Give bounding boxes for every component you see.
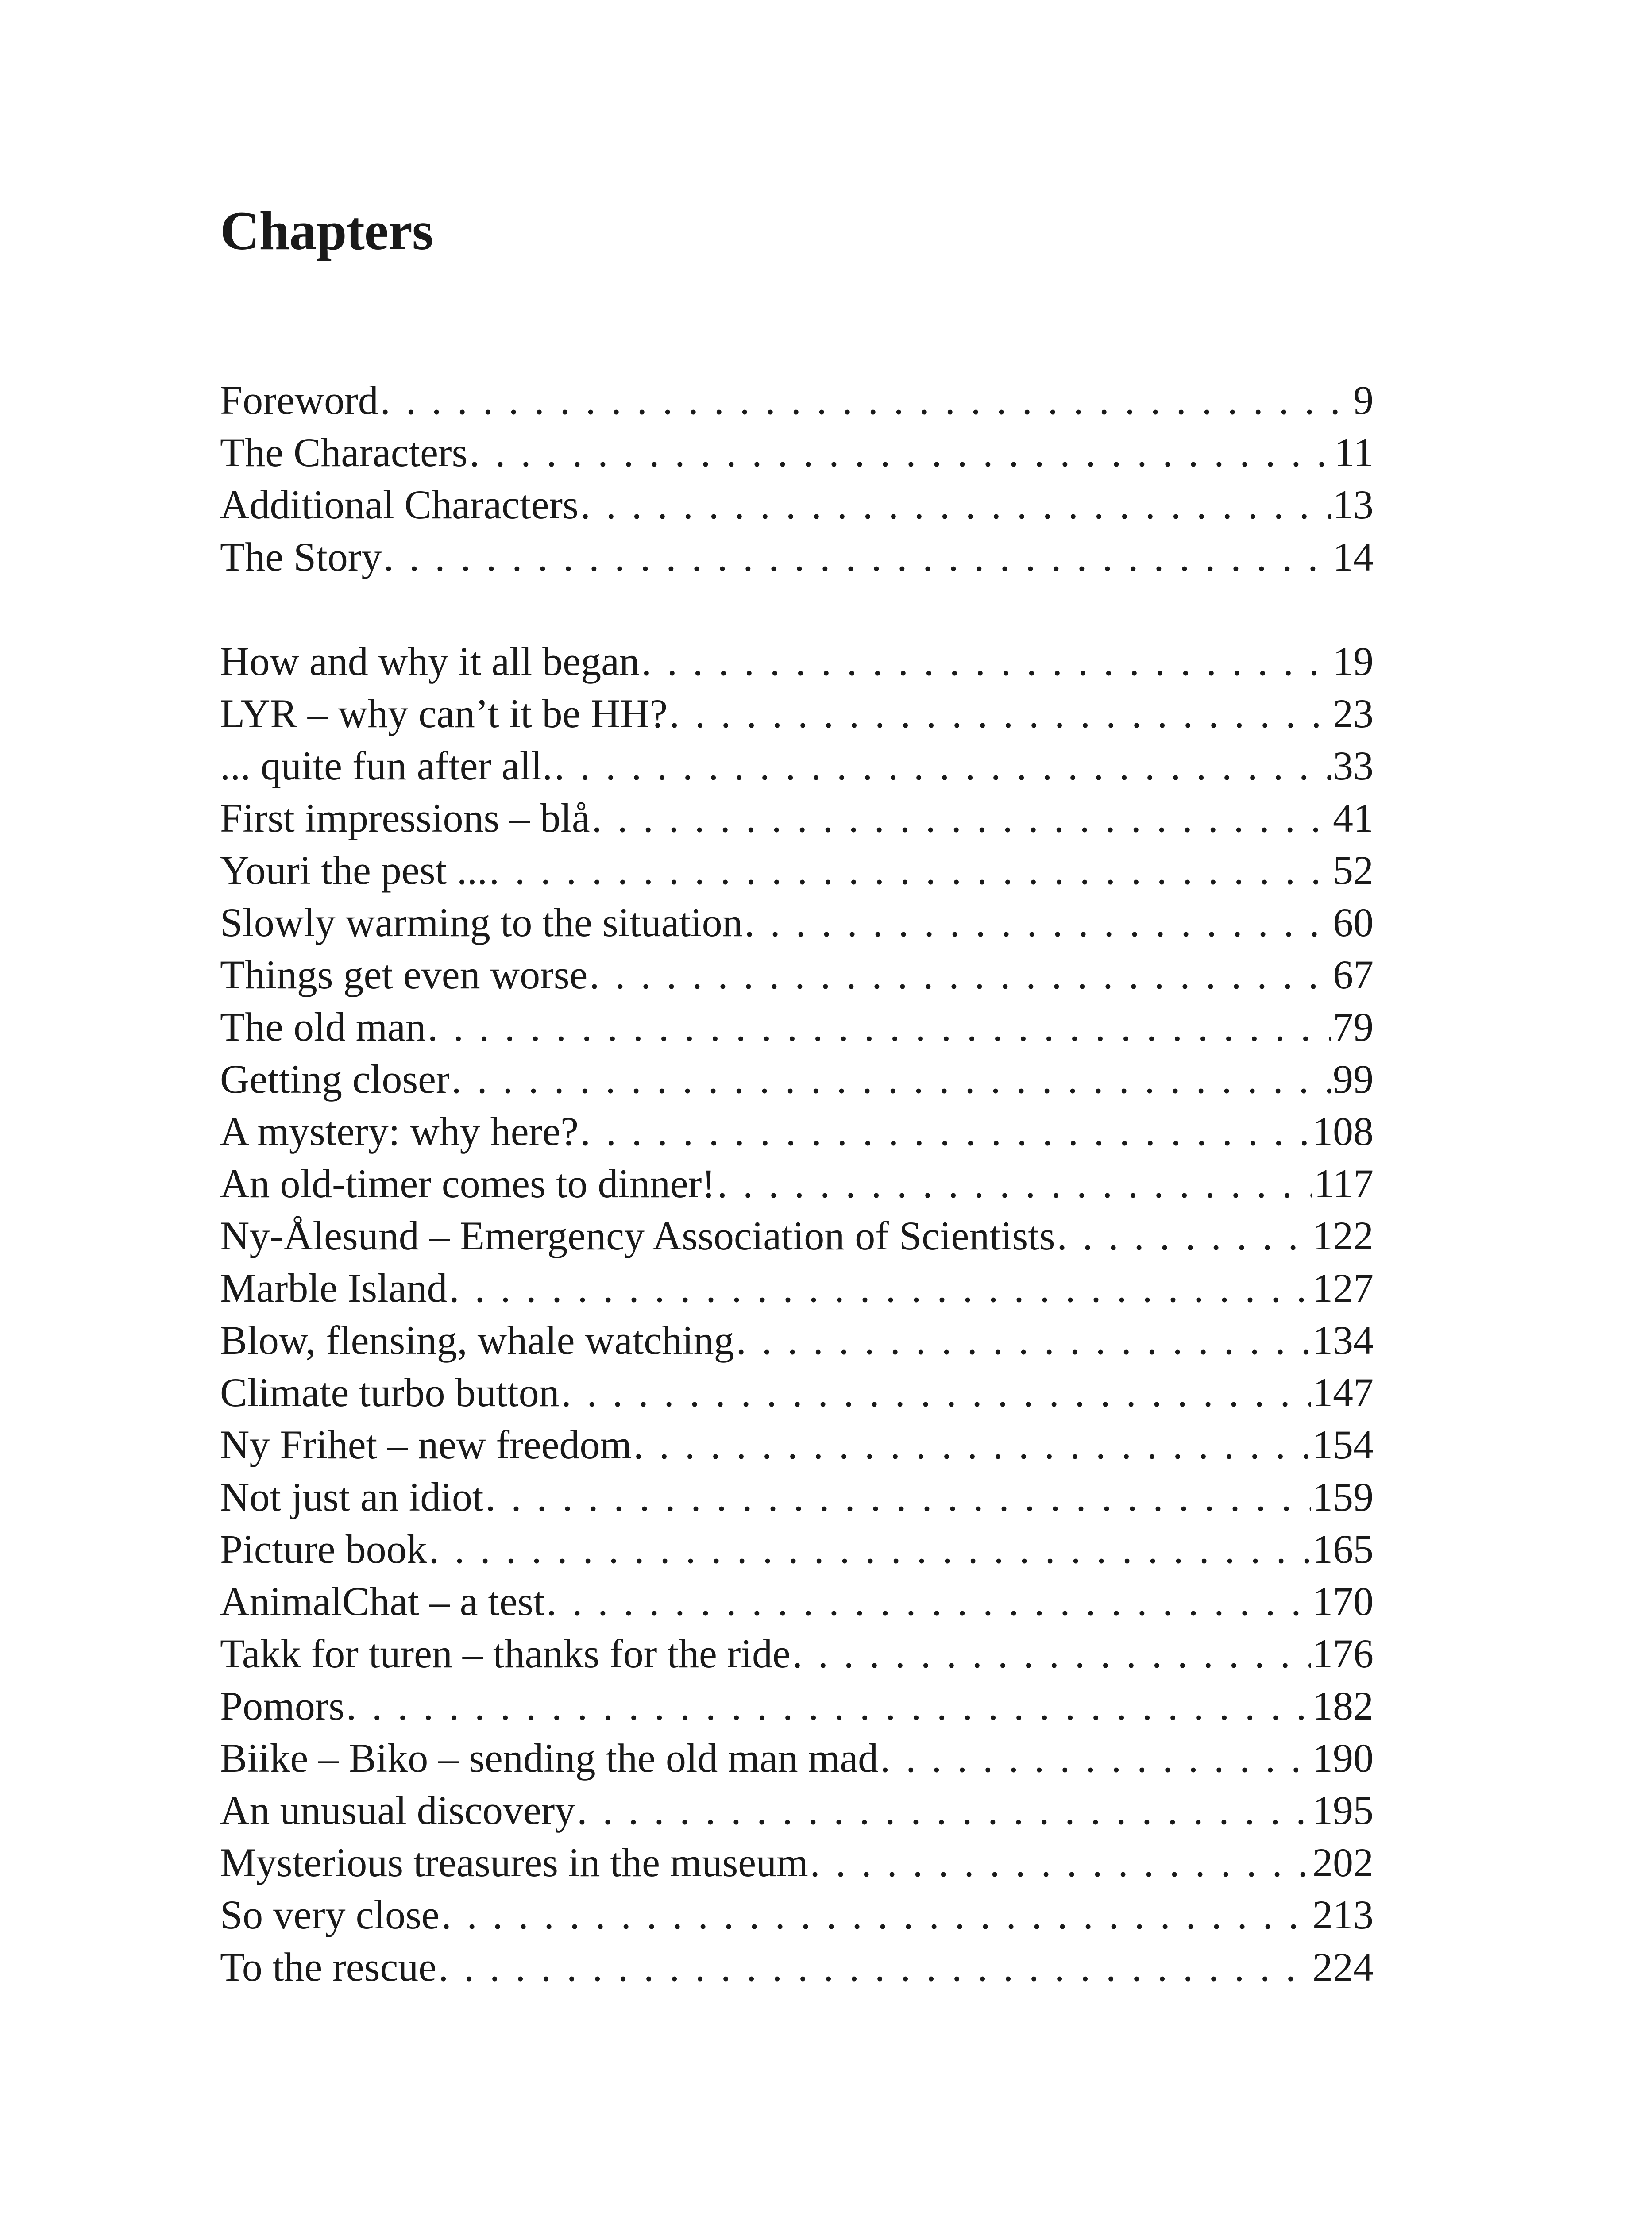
toc-entry-title: LYR – why can’t it be HH?	[220, 691, 668, 736]
dot-leader	[736, 1314, 1311, 1366]
toc-entry-title: Biike – Biko – sending the old man mad	[220, 1735, 879, 1781]
toc-entry	[220, 1889, 1374, 1941]
toc-entry-page-number: 224	[1312, 1944, 1374, 1989]
toc-chapters-list	[220, 635, 1374, 1993]
toc-entry-page-number: 165	[1312, 1527, 1374, 1572]
toc-entry-title: Slowly warming to the situation	[220, 900, 743, 945]
toc-entry-title: First impressions – blå	[220, 795, 590, 840]
toc-entry-title: ... quite fun after all.	[220, 743, 553, 788]
toc-entry	[220, 374, 1374, 426]
toc-entry	[220, 1210, 1374, 1262]
toc-entry-page-number: 202	[1312, 1840, 1374, 1885]
toc-entry	[220, 740, 1374, 792]
toc-entry-page-number: 9	[1353, 378, 1374, 423]
toc-entry	[220, 1523, 1374, 1575]
toc-entry-title: The old man	[220, 1004, 426, 1049]
toc-entry-page-number: 117	[1314, 1161, 1374, 1206]
dot-leader	[380, 374, 1351, 426]
dot-leader	[554, 740, 1331, 792]
dot-leader	[449, 1262, 1311, 1314]
toc-entry	[220, 1105, 1374, 1157]
dot-leader	[438, 1941, 1311, 1993]
toc-entry	[220, 1680, 1374, 1732]
dot-leader	[592, 792, 1331, 844]
toc-entry	[220, 896, 1374, 948]
toc-entry	[220, 1001, 1374, 1053]
toc-entry-page-number: 14	[1333, 534, 1374, 579]
toc-entry	[220, 1941, 1374, 1993]
dot-leader	[485, 1471, 1311, 1523]
toc-entry-page-number: 11	[1334, 430, 1374, 475]
toc-entry-page-number: 19	[1333, 639, 1374, 684]
page-title: Chapters	[220, 200, 433, 261]
dot-leader	[577, 1784, 1311, 1836]
toc-entry-title: Not just an idiot	[220, 1474, 484, 1519]
dot-leader	[580, 478, 1331, 531]
toc-entry	[220, 1575, 1374, 1627]
toc-entry-page-number: 195	[1312, 1788, 1374, 1833]
dot-leader	[669, 687, 1331, 740]
toc-entry-title: How and why it all began	[220, 639, 640, 684]
dot-leader	[441, 1889, 1311, 1941]
toc-entry-page-number: 213	[1312, 1892, 1374, 1937]
dot-leader	[429, 1523, 1311, 1575]
toc-front-matter-list	[220, 374, 1374, 583]
toc-entry-title: Pomors	[220, 1683, 345, 1728]
dot-leader	[810, 1836, 1311, 1889]
toc-entry-title: Getting closer	[220, 1056, 450, 1102]
toc-entry-page-number: 127	[1312, 1265, 1374, 1311]
toc-entry	[220, 635, 1374, 687]
toc-entry-title: The Characters	[220, 430, 468, 475]
toc-entry	[220, 1157, 1374, 1210]
toc-entry-page-number: 23	[1333, 691, 1374, 736]
toc-entry	[220, 1366, 1374, 1419]
toc-entry-title: Foreword	[220, 378, 378, 423]
dot-leader	[489, 844, 1331, 896]
toc-entry-title: Takk for turen – thanks for the ride	[220, 1631, 791, 1676]
toc-entry-title: Things get even worse	[220, 952, 588, 997]
toc-entry-title: AnimalChat – a test	[220, 1579, 545, 1624]
toc-entry-page-number: 122	[1312, 1213, 1374, 1258]
toc-entry	[220, 1627, 1374, 1680]
dot-leader	[452, 1053, 1331, 1105]
dot-leader	[346, 1680, 1311, 1732]
toc-entry	[220, 478, 1374, 531]
toc-entry-page-number: 67	[1333, 952, 1374, 997]
toc-entry	[220, 844, 1374, 896]
toc-entry-page-number: 134	[1312, 1318, 1374, 1363]
toc-entry-page-number: 147	[1312, 1370, 1374, 1415]
toc-entry-title: Mysterious treasures in the museum	[220, 1840, 808, 1885]
toc-entry-title: To the rescue	[220, 1944, 437, 1989]
dot-leader	[383, 531, 1331, 583]
dot-leader	[745, 896, 1331, 948]
toc-entry-page-number: 52	[1333, 848, 1374, 893]
toc-entry-page-number: 60	[1333, 900, 1374, 945]
toc-entry	[220, 531, 1374, 583]
toc-entry-title: Youri the pest ...	[220, 848, 488, 893]
dot-leader	[589, 948, 1331, 1001]
toc-entry-page-number: 176	[1312, 1631, 1374, 1676]
toc-entry	[220, 792, 1374, 844]
toc-entry	[220, 1262, 1374, 1314]
toc-entry-title: The Story	[220, 534, 382, 579]
toc-entry-page-number: 99	[1333, 1056, 1374, 1102]
dot-leader	[469, 426, 1332, 478]
toc-entry	[220, 426, 1374, 478]
toc-entry-title: An old-timer comes to dinner!	[220, 1161, 716, 1206]
toc-entry	[220, 1732, 1374, 1784]
dot-leader	[717, 1157, 1312, 1210]
toc-entry-title: So very close	[220, 1892, 440, 1937]
toc-entry	[220, 687, 1374, 740]
toc-entry-page-number: 13	[1333, 482, 1374, 527]
toc-entry-title: Ny Frihet – new freedom	[220, 1422, 632, 1467]
toc-entry-page-number: 159	[1312, 1474, 1374, 1519]
toc-entry-page-number: 41	[1333, 795, 1374, 840]
toc-entry	[220, 1784, 1374, 1836]
toc-entry-title: Picture book	[220, 1527, 427, 1572]
toc-entry-page-number: 108	[1312, 1109, 1374, 1154]
dot-leader	[1057, 1210, 1311, 1262]
toc-entry	[220, 1314, 1374, 1366]
dot-leader	[546, 1575, 1311, 1627]
dot-leader	[641, 635, 1331, 687]
toc-entry-title: A mystery: why here?	[220, 1109, 579, 1154]
dot-leader	[428, 1001, 1331, 1053]
toc-entry-title: Blow, flensing, whale watching	[220, 1318, 734, 1363]
toc-entry-page-number: 182	[1312, 1683, 1374, 1728]
toc-entry-page-number: 154	[1312, 1422, 1374, 1467]
dot-leader	[792, 1627, 1311, 1680]
dot-leader	[880, 1732, 1311, 1784]
toc-entry	[220, 948, 1374, 1001]
toc-entry	[220, 1419, 1374, 1471]
toc-entry-title: Climate turbo button	[220, 1370, 560, 1415]
dot-leader	[633, 1419, 1311, 1471]
toc-entry	[220, 1471, 1374, 1523]
toc-entry-title: Marble Island	[220, 1265, 448, 1311]
toc-entry-page-number: 33	[1333, 743, 1374, 788]
toc-entry	[220, 1053, 1374, 1105]
toc-entry	[220, 1836, 1374, 1889]
toc-entry-title: Additional Characters	[220, 482, 579, 527]
toc-entry-page-number: 170	[1312, 1579, 1374, 1624]
toc-entry-title: Ny-Ålesund – Emergency Association of Scientists	[220, 1213, 1055, 1258]
toc-entry-page-number: 79	[1333, 1004, 1374, 1049]
dot-leader	[561, 1366, 1311, 1419]
toc-entry-title: An unusual discovery	[220, 1788, 575, 1833]
dot-leader	[580, 1105, 1311, 1157]
toc-entry-page-number: 190	[1312, 1735, 1374, 1781]
